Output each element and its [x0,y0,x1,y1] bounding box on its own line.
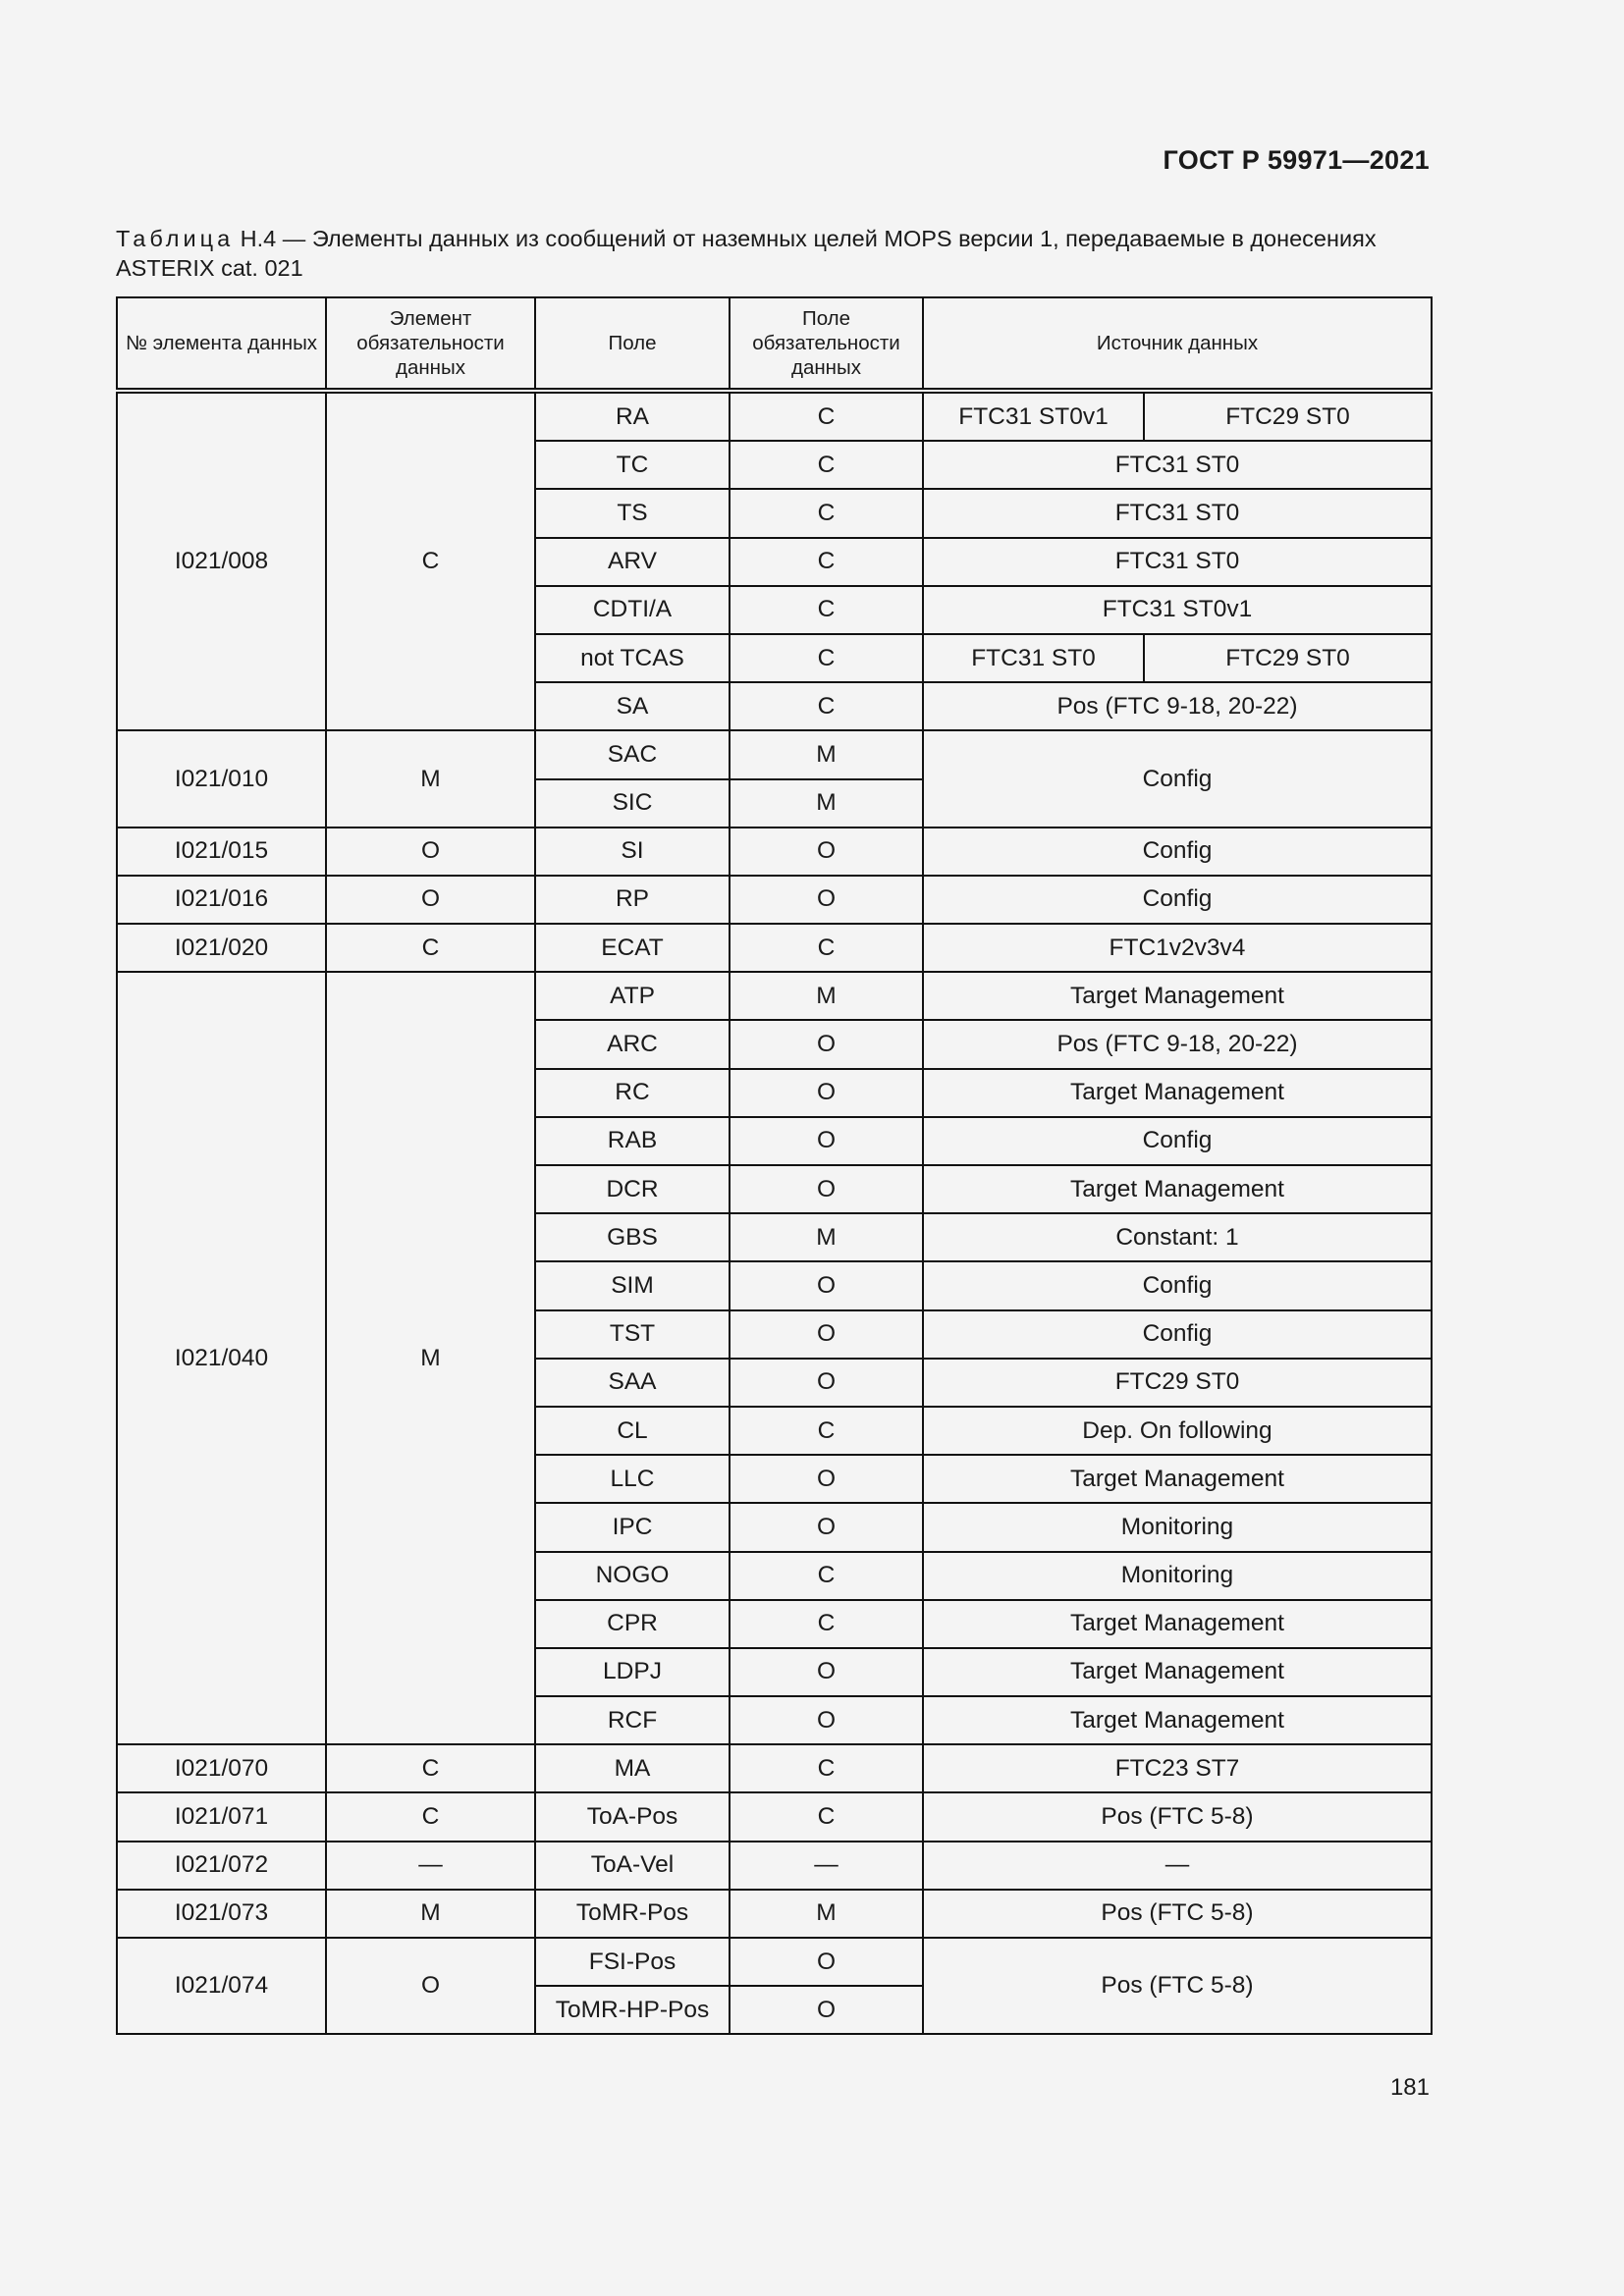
field-cell: NOGO [535,1552,730,1600]
column-header: Источник данных [923,297,1432,391]
data-source-cell: Pos (FTC 5-8) [923,1890,1432,1938]
data-source-cell: FTC29 ST0 [923,1359,1432,1407]
data-source-cell: Monitoring [923,1503,1432,1551]
element-requirement-cell: M [326,730,535,827]
element-requirement-cell: C [326,1792,535,1841]
data-source-cell: Pos (FTC 9-18, 20-22) [923,1020,1432,1068]
data-source-cell [923,391,1432,441]
field-cell: ToA-Pos [535,1792,730,1841]
field-cell: not TCAS [535,634,730,682]
field-cell: ARV [535,538,730,586]
data-source-cell: Target Management [923,1600,1432,1648]
field-requirement-cell: — [730,1842,923,1890]
table-row [117,828,1432,876]
field-requirement-cell: C [730,391,923,441]
data-source-part: FTC31 ST0v1 [924,394,1145,440]
column-header: № элемента данных [117,297,326,391]
field-requirement-cell: C [730,586,923,634]
table-row [117,924,1432,972]
field-requirement-cell: O [730,1310,923,1359]
element-requirement-cell: O [326,876,535,924]
field-requirement-cell: C [730,441,923,489]
data-source-cell: FTC31 ST0v1 [923,586,1432,634]
data-source-cell: Target Management [923,972,1432,1020]
element-id-cell: I021/072 [117,1842,326,1890]
field-cell: ToMR-HP-Pos [535,1986,730,2034]
field-cell: SIC [535,779,730,828]
table-row [117,1938,1432,1986]
data-source-cell: — [923,1842,1432,1890]
data-source-cell: Target Management [923,1069,1432,1117]
field-requirement-cell: C [730,682,923,730]
data-elements-table [116,296,1433,2035]
data-source-cell: Config [923,730,1432,827]
element-requirement-cell: — [326,1842,535,1890]
table-caption [116,224,1430,283]
data-source-cell: Config [923,1261,1432,1309]
field-cell: DCR [535,1165,730,1213]
field-requirement-cell: C [730,634,923,682]
column-header: Элемент обязательности данных [326,297,535,391]
element-requirement-cell: C [326,391,535,730]
table-row [117,1890,1432,1938]
data-source-cell: Config [923,828,1432,876]
field-requirement-cell: M [730,972,923,1020]
field-cell: SAA [535,1359,730,1407]
caption-prefix: Таблица [116,226,235,251]
field-cell: ATP [535,972,730,1020]
data-source-cell: FTC31 ST0 [923,538,1432,586]
column-header: Поле [535,297,730,391]
data-source-cell: Dep. On following [923,1407,1432,1455]
data-source-cell: FTC1v2v3v4 [923,924,1432,972]
field-requirement-cell: O [730,1069,923,1117]
data-source-cell: FTC31 ST0 [923,489,1432,537]
element-requirement-cell: C [326,1744,535,1792]
data-source-part: FTC29 ST0 [1225,644,1350,671]
data-source-cell: Target Management [923,1696,1432,1744]
field-requirement-cell: O [730,1648,923,1696]
element-requirement-cell: M [326,972,535,1744]
field-requirement-cell: O [730,1455,923,1503]
field-cell: RA [535,391,730,441]
data-source-cell: Constant: 1 [923,1213,1432,1261]
field-cell: RCF [535,1696,730,1744]
field-cell: RAB [535,1117,730,1165]
element-id-cell: I021/015 [117,828,326,876]
data-source-cell: Config [923,1310,1432,1359]
data-source-cell: Monitoring [923,1552,1432,1600]
field-cell: LDPJ [535,1648,730,1696]
element-id-cell: I021/074 [117,1938,326,2034]
data-source-cell: Pos (FTC 5-8) [923,1792,1432,1841]
element-requirement-cell: O [326,1938,535,2034]
field-requirement-cell: O [730,1938,923,1986]
field-requirement-cell: M [730,730,923,778]
field-requirement-cell: M [730,1213,923,1261]
field-requirement-cell: O [730,1117,923,1165]
element-id-cell: I021/020 [117,924,326,972]
data-source-cell: Config [923,1117,1432,1165]
element-id-cell: I021/070 [117,1744,326,1792]
data-source-cell: Target Management [923,1165,1432,1213]
data-source-cell: Target Management [923,1648,1432,1696]
field-cell: SA [535,682,730,730]
element-id-cell: I021/010 [117,730,326,827]
data-source-cell: Pos (FTC 5-8) [923,1938,1432,2034]
element-id-cell: I021/073 [117,1890,326,1938]
field-cell: RC [535,1069,730,1117]
field-cell: RP [535,876,730,924]
element-id-cell: I021/071 [117,1792,326,1841]
field-cell: CL [535,1407,730,1455]
table-row [117,1792,1432,1841]
field-requirement-cell: O [730,1165,923,1213]
field-requirement-cell: O [730,1020,923,1068]
split-source [924,394,1431,440]
table-row [117,876,1432,924]
element-id-cell: I021/008 [117,391,326,730]
field-cell: CDTI/A [535,586,730,634]
field-cell: MA [535,1744,730,1792]
field-requirement-cell: M [730,1890,923,1938]
field-requirement-cell: O [730,1986,923,2034]
element-requirement-cell: C [326,924,535,972]
document-standard-number: ГОСТ Р 59971—2021 [1163,145,1430,175]
field-cell: FSI-Pos [535,1938,730,1986]
field-requirement-cell: C [730,1552,923,1600]
field-requirement-cell: C [730,489,923,537]
table-row [117,391,1432,441]
data-source-cell: Target Management [923,1455,1432,1503]
field-cell: CPR [535,1600,730,1648]
table-header-row [117,297,1432,391]
column-header: Поле обязательности данных [730,297,923,391]
element-id-cell: I021/040 [117,972,326,1744]
data-source-cell: FTC31 ST0 [923,441,1432,489]
field-cell: LLC [535,1455,730,1503]
element-requirement-cell: M [326,1890,535,1938]
field-requirement-cell: C [730,1792,923,1841]
field-requirement-cell: O [730,1261,923,1309]
table-row [117,1744,1432,1792]
field-cell: TST [535,1310,730,1359]
field-cell: ToMR-Pos [535,1890,730,1938]
field-requirement-cell: C [730,1744,923,1792]
field-cell: GBS [535,1213,730,1261]
field-requirement-cell: O [730,1359,923,1407]
data-source-cell: Pos (FTC 9-18, 20-22) [923,682,1432,730]
field-requirement-cell: C [730,1600,923,1648]
data-source-part: FTC29 ST0 [1225,402,1350,430]
table-row [117,972,1432,1020]
field-cell: SI [535,828,730,876]
field-cell: IPC [535,1503,730,1551]
element-requirement-cell: O [326,828,535,876]
split-source [924,635,1431,681]
field-cell: SIM [535,1261,730,1309]
caption-text: Н.4 — Элементы данных из сообщений от наземных целей MOPS версии 1, передаваемые в донесениях ASTERIX cat. 021 [116,226,1377,281]
data-source-cell [923,634,1432,682]
table-row [117,730,1432,778]
table-body [117,391,1432,2034]
element-id-cell: I021/016 [117,876,326,924]
data-source-part: FTC31 ST0 [924,635,1145,681]
field-requirement-cell: C [730,538,923,586]
field-cell: TS [535,489,730,537]
field-requirement-cell: O [730,1503,923,1551]
page-number: 181 [1389,2074,1430,2101]
data-source-cell: Config [923,876,1432,924]
field-cell: ARC [535,1020,730,1068]
field-cell: SAC [535,730,730,778]
field-requirement-cell: O [730,828,923,876]
field-requirement-cell: O [730,876,923,924]
field-requirement-cell: O [730,1696,923,1744]
field-cell: ECAT [535,924,730,972]
field-requirement-cell: M [730,779,923,828]
table-row [117,1842,1432,1890]
data-source-cell: FTC23 ST7 [923,1744,1432,1792]
field-cell: ToA-Vel [535,1842,730,1890]
field-requirement-cell: C [730,924,923,972]
field-cell: TC [535,441,730,489]
field-requirement-cell: C [730,1407,923,1455]
